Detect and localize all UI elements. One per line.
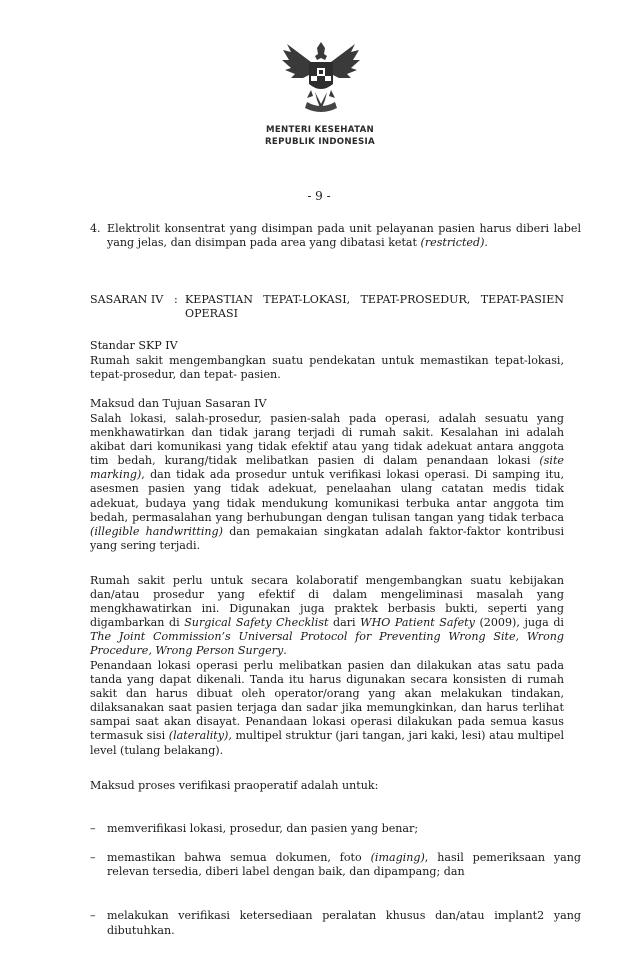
item-text-italic: (restricted).	[420, 236, 488, 250]
p2-italic-checklist: Surgical Safety Checklist	[184, 616, 329, 630]
maksud-paragraph-2	[90, 574, 564, 659]
sasaran-title: KEPASTIAN TEPAT-LOKASI, TEPAT-PROSEDUR, TEPAT-PASIEN OPERASI	[185, 293, 564, 321]
garuda-emblem-icon	[281, 40, 361, 120]
maksud-paragraph-3	[90, 659, 564, 758]
bullet-dash: –	[90, 851, 96, 865]
bullet-item-2	[90, 851, 581, 879]
bullet-2-text-a: memastikan bahwa semua dokumen, foto	[107, 851, 371, 865]
bullet-dash: –	[90, 909, 96, 923]
bullet-1-text: memverifikasi lokasi, prosedur, dan pasien yang benar;	[107, 822, 419, 836]
bullet-item-3	[90, 909, 581, 937]
standar-heading: Standar SKP IV	[90, 339, 178, 352]
ministry-title: MENTERI KESEHATAN	[265, 125, 375, 135]
bullet-2-italic: (imaging)	[370, 851, 425, 865]
standar-text: Rumah sakit mengembangkan suatu pendekatan untuk memastikan tepat-lokasi, tepat-prosedur, dan tepat- pasien.	[90, 354, 564, 382]
p1-text-c: , dan tidak ada prosedur untuk verifikasi lokasi operasi. Di samping itu, asesmen pasien yang tidak adekuat, penelaahan ulang catatan medis tidak adekuat, budaya yang tidak mendukung komunikasi terbuka antar anggota tim bedah, permasalahan yang berhubungan dengan tulisan tangan yang tidak terbaca	[90, 468, 564, 524]
p1-text-e: dan pemakaian singkatan adalah faktor-faktor kontribusi yang sering terjadi.	[90, 524, 565, 552]
p2-text-a: Rumah sakit perlu untuk secara kolaboratif mengembangkan suatu kebijakan dan/atau prosedur yang efektif di dalam mengeliminasi masalah yang mengkhawatirkan ini. Digunakan juga praktek berbasis bukti, seperti yang digambarkan di	[90, 574, 564, 630]
p3-italic-laterality: (laterality),	[168, 729, 232, 743]
item-number: 4.	[90, 222, 101, 235]
ministry-subtitle: REPUBLIK INDONESIA	[265, 137, 375, 147]
sasaran-label: SASARAN IV	[90, 293, 164, 306]
maksud-paragraph-1	[90, 412, 564, 553]
p1-italic-illegible: (illegible handwritting)	[90, 524, 223, 538]
p2-text-c: dari	[328, 616, 361, 630]
p3-text-a: Penandaan lokasi operasi perlu melibatkan pasien dan dilakukan atas satu pada tanda yang dapat dikenali. Tanda itu harus digunakan secara konsisten di rumah sakit dan harus dibuat oleh operator/orang yang akan melakukan tindakan, dilaksanakan saat pasien terjaga dan sadar jika memungkinkan, dan harus terlihat sampai saat akan disayat. Penandaan lokasi operasi dilakukan pada semua kasus termasuk sisi	[90, 659, 564, 743]
p3-text-c: multipel struktur (jari tangan, jari kaki, lesi) atau multipel level (tulang belakang).	[90, 729, 564, 757]
item-text: Elektrolit konsentrat yang disimpan pada unit pelayanan pasien harus diberi label yang jelas, dan disimpan pada area yang dibatasi ketat	[107, 222, 581, 250]
bullet-3-text: melakukan verifikasi ketersediaan peralatan khusus dan/atau implant2 yang dibutuhkan.	[107, 909, 581, 937]
maksud-heading: Maksud dan Tujuan Sasaran IV	[90, 397, 267, 410]
page-number: - 9 -	[307, 189, 331, 203]
p2-text-e: (2009), juga di	[474, 616, 564, 630]
p2-italic-protocol: The Joint Commission’s Universal Protocol for Preventing Wrong Site, Wrong Procedure, Wrong Person Surgery	[90, 630, 564, 658]
p2-italic-who: WHO Patient Safety	[360, 616, 475, 630]
p1-italic-site-marking: (site marking)	[90, 454, 564, 482]
sasaran-colon: :	[174, 293, 178, 306]
bullet-dash: –	[90, 822, 96, 836]
maksud-paragraph-4: Maksud proses verifikasi praoperatif adalah untuk:	[90, 779, 379, 792]
bullet-2-text-c: , hasil pemeriksaan yang relevan tersedia, diberi label dengan baik, dan dipampang; dan	[107, 851, 581, 879]
p1-text-a: Salah lokasi, salah-prosedur, pasien-salah pada operasi, adalah sesuatu yang menkhawatirkan dan tidak jarang terjadi di rumah sakit. Kesalahan ini adalah akibat dari komunikasi yang tidak efektif atau yang tidak adekuat antara anggota tim bedah, kurang/tidak melibatkan pasien di dalam penandaan lokasi	[90, 412, 564, 468]
p2-text-g: .	[283, 644, 287, 658]
list-item-4	[90, 222, 581, 250]
bullet-item-1	[90, 822, 581, 836]
